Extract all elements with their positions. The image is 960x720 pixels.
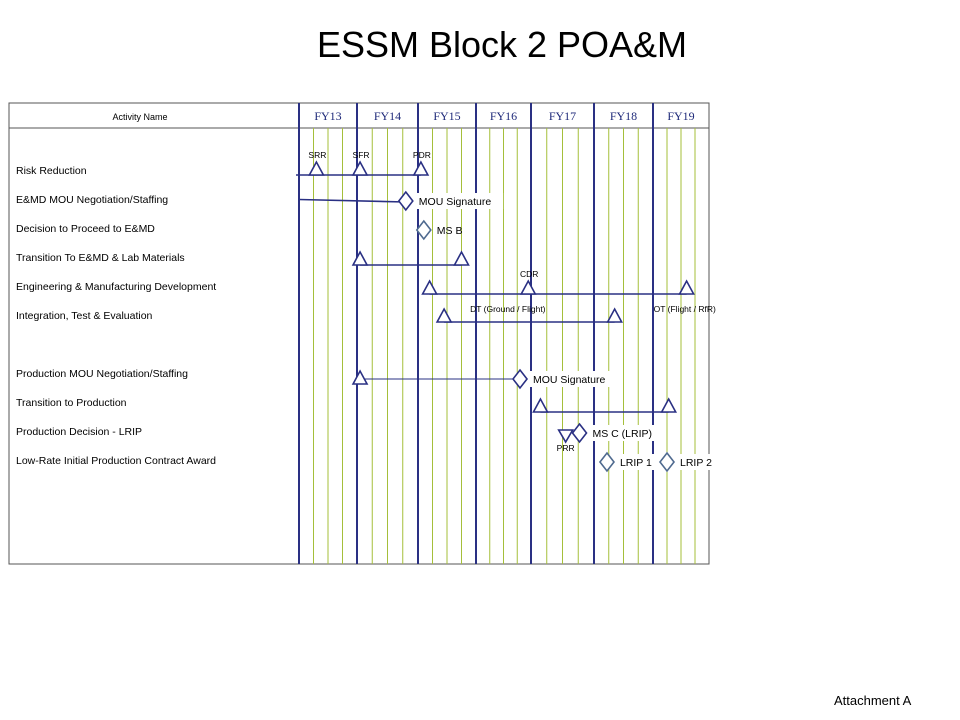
activity-label: E&MD MOU Negotiation/Staffing	[16, 194, 169, 206]
fy-label-fy19: FY19	[667, 109, 695, 123]
page-title: ESSM Block 2 POA&M	[316, 24, 688, 65]
milestone-label: MOU Signature	[418, 196, 492, 208]
fy-label-fy15: FY15	[433, 109, 461, 123]
milestone-label: MS B	[436, 225, 463, 237]
activity-name-header: Activity Name	[112, 112, 168, 122]
milestone-label: DT (Ground / Flight)	[470, 304, 546, 314]
activity-label: Production Decision - LRIP	[16, 426, 143, 438]
milestone-label: PDR	[412, 150, 431, 160]
attachment-label: Attachment A	[834, 693, 912, 708]
fy-label-fy17: FY17	[548, 109, 577, 123]
activity-label: Production MOU Negotiation/Staffing	[16, 368, 188, 380]
activity-label: Transition To E&MD & Lab Materials	[16, 252, 185, 264]
milestone-label: SFR	[352, 150, 370, 160]
milestone-label: MS C (LRIP)	[592, 428, 653, 440]
milestone-label: SRR	[308, 150, 327, 160]
milestone-label: PRR	[556, 443, 575, 453]
milestone-label: LRIP 1	[619, 457, 652, 469]
fy-label-fy13: FY13	[314, 109, 342, 123]
milestone-label: LRIP 2	[680, 457, 712, 469]
milestone-label: MOU Signature	[533, 374, 606, 386]
activity-label: Engineering & Manufacturing Development	[16, 281, 217, 293]
activity-label: Low-Rate Initial Production Contract Award	[16, 455, 216, 467]
milestone-label: CDR	[520, 269, 539, 279]
fy-label-fy16: FY16	[489, 109, 518, 123]
fy-label-fy14: FY14	[373, 109, 402, 123]
activity-label: Decision to Proceed to E&MD	[16, 223, 155, 235]
activity-label: Risk Reduction	[16, 165, 87, 177]
milestone-label: OT (Flight / RfR)	[653, 304, 716, 314]
activity-label: Integration, Test & Evaluation	[16, 310, 153, 322]
activity-label: Transition to Production	[16, 397, 127, 409]
fy-label-fy18: FY18	[609, 109, 638, 123]
